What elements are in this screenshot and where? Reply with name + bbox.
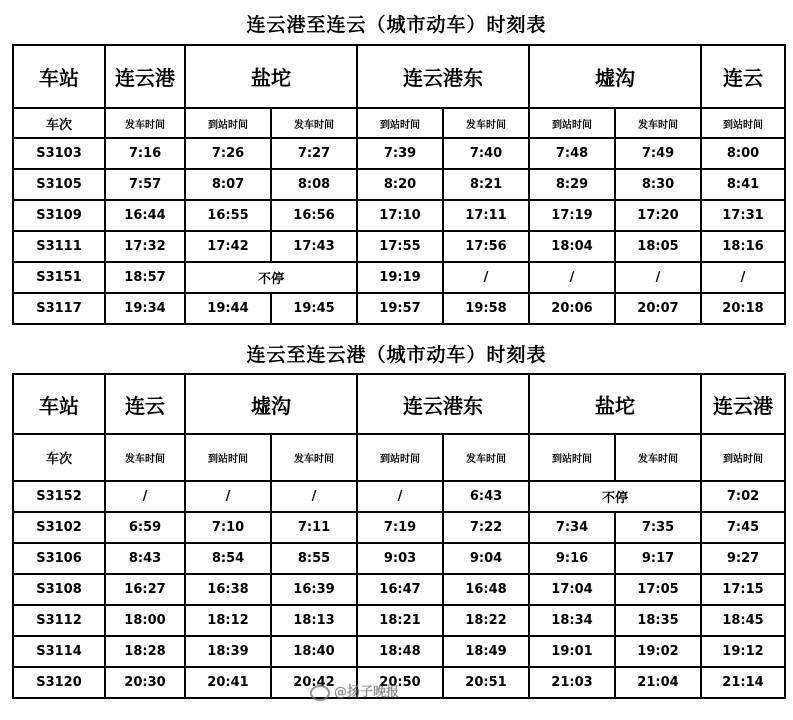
time-type-header: 到站时间 — [185, 108, 271, 138]
table-row — [13, 636, 785, 667]
table-row — [13, 293, 785, 324]
time-cell: 7:11 — [271, 512, 357, 543]
time-cell: 7:16 — [105, 138, 185, 169]
time-cell: 20:30 — [105, 667, 185, 698]
time-cell: 8:20 — [357, 169, 443, 200]
table-row — [13, 512, 785, 543]
time-cell: 7:34 — [529, 512, 615, 543]
time-cell: 9:27 — [701, 543, 785, 574]
time-type-header: 发车时间 — [271, 434, 357, 481]
weibo-icon — [310, 685, 330, 701]
time-cell: 7:10 — [185, 512, 271, 543]
time-cell: 19:45 — [271, 293, 357, 324]
train-number: S3151 — [13, 262, 105, 293]
time-cell: 18:13 — [271, 605, 357, 636]
time-cell: 8:00 — [701, 138, 785, 169]
time-cell: / — [357, 481, 443, 512]
time-cell: 8:41 — [701, 169, 785, 200]
time-cell: 9:17 — [615, 543, 701, 574]
time-cell: 7:45 — [701, 512, 785, 543]
time-cell: 7:27 — [271, 138, 357, 169]
time-cell: 8:30 — [615, 169, 701, 200]
time-cell: 7:35 — [615, 512, 701, 543]
time-cell: 21:14 — [701, 667, 785, 698]
time-type-header: 发车时间 — [615, 108, 701, 138]
train-label: 车次 — [13, 108, 105, 138]
time-cell: 7:48 — [529, 138, 615, 169]
time-cell: 19:02 — [615, 636, 701, 667]
train-label: 车次 — [13, 434, 105, 481]
watermark — [310, 681, 399, 701]
time-cell: 18:45 — [701, 605, 785, 636]
watermark-text: @扬子晚报 — [334, 685, 400, 700]
time-cell: 7:02 — [701, 481, 785, 512]
time-cell: 7:22 — [443, 512, 529, 543]
station-name: 盐坨 — [529, 374, 701, 434]
time-cell: 18:39 — [185, 636, 271, 667]
train-number: S3103 — [13, 138, 105, 169]
train-number: S3105 — [13, 169, 105, 200]
train-number: S3152 — [13, 481, 105, 512]
table-row — [13, 200, 785, 231]
time-cell: 17:19 — [529, 200, 615, 231]
time-cell: 8:54 — [185, 543, 271, 574]
time-cell: / — [529, 262, 615, 293]
time-cell: 8:07 — [185, 169, 271, 200]
time-type-header: 到站时间 — [357, 434, 443, 481]
time-cell: 17:04 — [529, 574, 615, 605]
time-type-header: 到站时间 — [185, 434, 271, 481]
time-type-header: 发车时间 — [271, 108, 357, 138]
timetable-2 — [12, 373, 786, 699]
time-cell: 7:49 — [615, 138, 701, 169]
station-label: 车站 — [13, 374, 105, 434]
time-cell: 18:48 — [357, 636, 443, 667]
time-cell: 18:34 — [529, 605, 615, 636]
time-cell: 16:38 — [185, 574, 271, 605]
time-cell: 9:03 — [357, 543, 443, 574]
timetable-2-title: 连云至连云港（城市动车）时刻表 — [246, 344, 547, 366]
time-cell: 7:39 — [357, 138, 443, 169]
time-cell: 18:49 — [443, 636, 529, 667]
time-cell: 19:01 — [529, 636, 615, 667]
train-number: S3117 — [13, 293, 105, 324]
time-type-header: 到站时间 — [701, 434, 785, 481]
time-type-row — [13, 108, 785, 138]
time-cell: 18:04 — [529, 231, 615, 262]
time-type-header: 发车时间 — [443, 108, 529, 138]
time-cell: 19:44 — [185, 293, 271, 324]
time-cell: / — [185, 481, 271, 512]
time-cell: 8:08 — [271, 169, 357, 200]
time-cell: 8:43 — [105, 543, 185, 574]
time-cell: 7:40 — [443, 138, 529, 169]
train-number: S3108 — [13, 574, 105, 605]
time-cell: / — [271, 481, 357, 512]
time-type-header: 发车时间 — [105, 108, 185, 138]
table-row — [13, 574, 785, 605]
train-number: S3109 — [13, 200, 105, 231]
station-label: 车站 — [13, 45, 105, 108]
time-cell: 18:40 — [271, 636, 357, 667]
train-number: S3102 — [13, 512, 105, 543]
time-cell: 18:35 — [615, 605, 701, 636]
time-cell: 17:15 — [701, 574, 785, 605]
station-name: 连云港 — [701, 374, 785, 434]
time-cell: 17:31 — [701, 200, 785, 231]
time-cell: 18:05 — [615, 231, 701, 262]
time-type-header: 发车时间 — [105, 434, 185, 481]
time-cell: 20:50 — [357, 667, 443, 698]
time-cell: 20:18 — [701, 293, 785, 324]
time-cell: 18:28 — [105, 636, 185, 667]
station-name: 连云 — [701, 45, 785, 108]
time-type-header: 到站时间 — [701, 108, 785, 138]
time-cell: 19:34 — [105, 293, 185, 324]
station-header-row — [13, 45, 785, 108]
time-cell: / — [105, 481, 185, 512]
station-header-row — [13, 374, 785, 434]
station-name: 连云 — [105, 374, 185, 434]
skip-stop-cell: 不停 — [529, 481, 701, 512]
time-cell: 18:16 — [701, 231, 785, 262]
time-cell: 16:56 — [271, 200, 357, 231]
timetable-1-title: 连云港至连云（城市动车）时刻表 — [246, 14, 547, 36]
time-cell: 17:56 — [443, 231, 529, 262]
time-cell: 17:10 — [357, 200, 443, 231]
time-cell: / — [615, 262, 701, 293]
time-cell: 17:05 — [615, 574, 701, 605]
time-cell: 20:51 — [443, 667, 529, 698]
time-cell: 16:55 — [185, 200, 271, 231]
time-cell: 16:47 — [357, 574, 443, 605]
station-name: 盐坨 — [185, 45, 357, 108]
table-row — [13, 138, 785, 169]
train-number: S3106 — [13, 543, 105, 574]
time-cell: 17:43 — [271, 231, 357, 262]
time-type-header: 到站时间 — [357, 108, 443, 138]
time-cell: 8:21 — [443, 169, 529, 200]
time-cell: 17:55 — [357, 231, 443, 262]
time-cell: 18:21 — [357, 605, 443, 636]
time-cell: 17:11 — [443, 200, 529, 231]
station-name: 墟沟 — [529, 45, 701, 108]
time-cell: 18:57 — [105, 262, 185, 293]
station-name: 连云港东 — [357, 374, 529, 434]
train-number: S3114 — [13, 636, 105, 667]
time-cell: 7:19 — [357, 512, 443, 543]
time-cell: 19:19 — [357, 262, 443, 293]
time-cell: 19:12 — [701, 636, 785, 667]
skip-stop-cell: 不停 — [185, 262, 357, 293]
time-cell: 20:42 — [271, 667, 357, 698]
table-row — [13, 543, 785, 574]
time-cell: 16:27 — [105, 574, 185, 605]
time-cell: 17:32 — [105, 231, 185, 262]
time-cell: 7:26 — [185, 138, 271, 169]
station-name: 连云港 — [105, 45, 185, 108]
time-cell: 21:03 — [529, 667, 615, 698]
time-cell: / — [701, 262, 785, 293]
time-cell: 6:59 — [105, 512, 185, 543]
time-cell: 18:22 — [443, 605, 529, 636]
time-cell: / — [443, 262, 529, 293]
time-cell: 16:39 — [271, 574, 357, 605]
time-cell: 20:41 — [185, 667, 271, 698]
timetable-1 — [12, 44, 786, 325]
time-type-row — [13, 434, 785, 481]
time-cell: 17:42 — [185, 231, 271, 262]
station-name: 墟沟 — [185, 374, 357, 434]
time-type-header: 发车时间 — [443, 434, 529, 481]
time-cell: 6:43 — [443, 481, 529, 512]
time-cell: 18:12 — [185, 605, 271, 636]
time-cell: 18:00 — [105, 605, 185, 636]
time-cell: 21:04 — [615, 667, 701, 698]
station-name: 连云港东 — [357, 45, 529, 108]
time-type-header: 发车时间 — [615, 434, 701, 481]
time-type-header: 到站时间 — [529, 434, 615, 481]
time-cell: 8:29 — [529, 169, 615, 200]
time-cell: 17:20 — [615, 200, 701, 231]
time-cell: 9:04 — [443, 543, 529, 574]
time-cell: 8:55 — [271, 543, 357, 574]
time-cell: 16:44 — [105, 200, 185, 231]
train-number: S3111 — [13, 231, 105, 262]
time-cell: 9:16 — [529, 543, 615, 574]
table-row — [13, 231, 785, 262]
train-number: S3112 — [13, 605, 105, 636]
table-row — [13, 169, 785, 200]
table-row — [13, 605, 785, 636]
time-cell: 7:57 — [105, 169, 185, 200]
time-type-header: 到站时间 — [529, 108, 615, 138]
train-number: S3120 — [13, 667, 105, 698]
table-row — [13, 481, 785, 512]
time-cell: 19:58 — [443, 293, 529, 324]
table-row — [13, 262, 785, 293]
time-cell: 20:06 — [529, 293, 615, 324]
time-cell: 16:48 — [443, 574, 529, 605]
time-cell: 20:07 — [615, 293, 701, 324]
time-cell: 19:57 — [357, 293, 443, 324]
